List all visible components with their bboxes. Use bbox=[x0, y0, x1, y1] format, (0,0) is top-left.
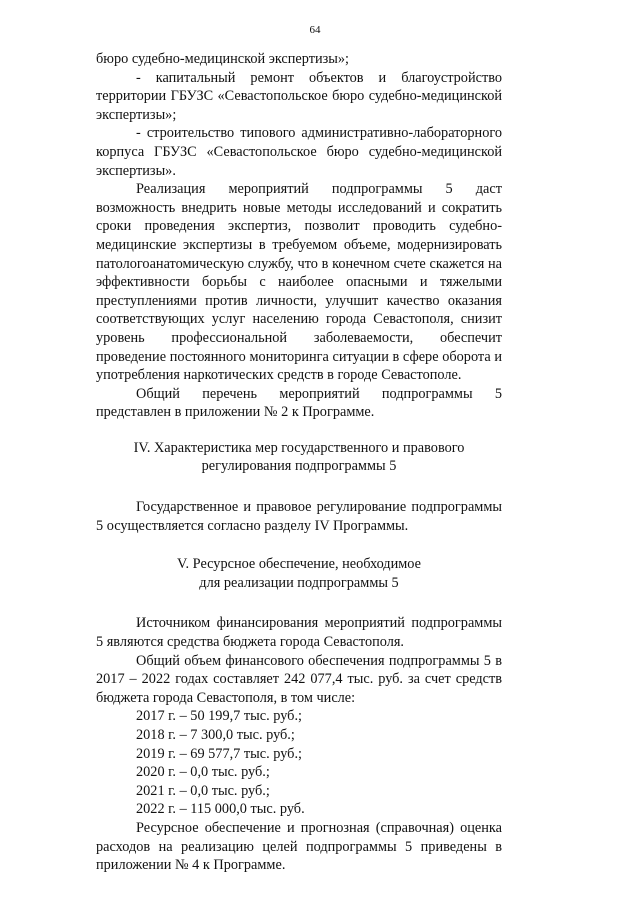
paragraph: Источником финансирования мероприятий подпрограммы 5 являются средства бюджета города Севастополя. bbox=[96, 615, 502, 651]
paragraph: - капитальный ремонт объектов и благоустройство территории ГБУЗС «Севастопольское бюро судебно-медицинской экспертизы»; bbox=[96, 69, 502, 123]
funding-year-line: 2022 г. – 115 000,0 тыс. руб. bbox=[136, 801, 305, 818]
paragraph: - строительство типового административно-лабораторного корпуса ГБУЗС «Севастопольское бюро судебно-медицинской экспертизы». bbox=[96, 125, 502, 179]
funding-year-line: 2020 г. – 0,0 тыс. руб.; bbox=[136, 764, 270, 781]
section-heading-line: IV. Характеристика мер государственного и правового bbox=[133, 439, 465, 456]
page-number: 64 bbox=[309, 24, 321, 36]
funding-year-line: 2019 г. – 69 577,7 тыс. руб.; bbox=[136, 745, 302, 762]
section-heading bbox=[96, 439, 502, 476]
section-heading bbox=[96, 555, 502, 592]
funding-year-line: 2021 г. – 0,0 тыс. руб.; bbox=[136, 782, 270, 799]
document-body bbox=[96, 50, 502, 875]
section-heading-line: для реализации подпрограммы 5 bbox=[199, 574, 399, 591]
paragraph: Общий объем финансового обеспечения подпрограммы 5 в 2017 – 2022 годах составляет 242 077,4 тыс. руб. за счет средств бюджета города Севастополя, в том числе: bbox=[96, 652, 502, 706]
funding-year-line: 2017 г. – 50 199,7 тыс. руб.; bbox=[136, 708, 302, 725]
paragraph: Государственное и правовое регулирование подпрограммы 5 осуществляется согласно разделу IV Программы. bbox=[96, 499, 502, 534]
paragraph: бюро судебно-медицинской экспертизы»; bbox=[96, 51, 350, 67]
paragraph: Общий перечень мероприятий подпрограммы 5 представлен в приложении № 2 к Программе. bbox=[96, 385, 502, 421]
section-heading-line: V. Ресурсное обеспечение, необходимое bbox=[177, 556, 421, 573]
paragraph: Ресурсное обеспечение и прогнозная (справочная) оценка расходов на реализацию целей подпрограммы 5 приведены в приложении № 4 к Программе. bbox=[96, 819, 502, 874]
funding-year-line: 2018 г. – 7 300,0 тыс. руб.; bbox=[136, 727, 295, 743]
section-heading-line: регулирования подпрограммы 5 bbox=[201, 458, 397, 475]
paragraph: Реализация мероприятий подпрограммы 5 даст возможность внедрить новые методы исследований и сократить сроки проведения экспертиз, позволит проводить судебно-медицинские экспертизы в требуемом объеме, модернизировать патологоанатомическую службу, что в конечном счете скажется на эффективности борьбы с наиболее опасными и тяжелыми преступлениями против личности, улучшит качество оказания соответствующих услуг населению города Севастополя, снизит уровень профессиональной заболеваемости, обеспечит проведение постоянного мониторинга ситуации в сфере оборота и употребления наркотических средств в городе Севастополе. bbox=[96, 181, 502, 384]
